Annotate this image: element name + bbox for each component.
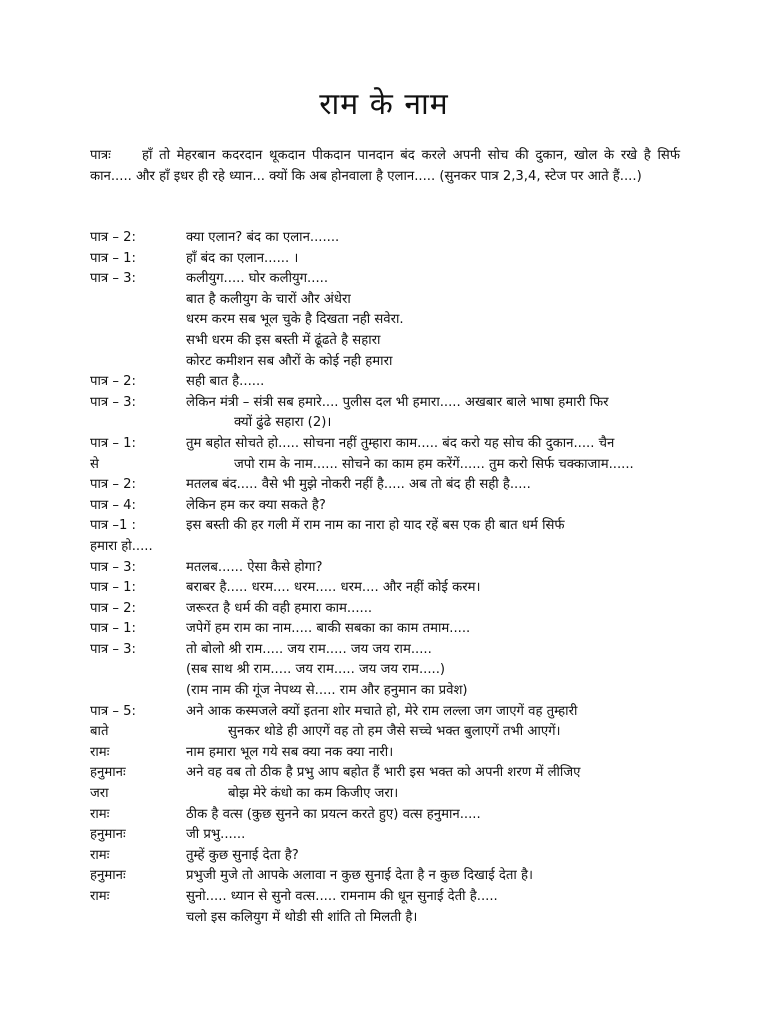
speaker-name: पात्र – 3: — [90, 271, 136, 287]
dialogue-line — [90, 413, 690, 434]
dialogue-line — [90, 372, 690, 393]
dialogue-line — [90, 578, 690, 599]
dialogue-text: मतलब...... ऐसा कैसे होगा? — [186, 559, 323, 575]
dialogue-text: नाम हमारा भूल गये सब क्या नक क्या नारी। — [186, 744, 394, 760]
dialogue-line — [90, 393, 690, 414]
dialogue-line — [90, 599, 690, 620]
dialogue-line — [90, 331, 690, 352]
dialogue-line — [90, 784, 690, 805]
speaker-name: हनुमानः — [90, 868, 126, 884]
dialogue-text: जरूरत है धर्म की वही हमारा काम...... — [186, 600, 373, 616]
dialogue-line — [90, 619, 690, 640]
dialogue-text: तुम्हें कुछ सुनाई देता है? — [186, 847, 299, 863]
dialogue-text: जपो राम के नाम...... सोचने का काम हम करेंगें...... तुम करो सिर्फ चक्काजाम...... — [234, 456, 634, 472]
dialogue-text: जपेगें हम राम का नाम..... बाकी सबका का काम तमाम..... — [186, 621, 471, 637]
speaker-name: पात्र – 4: — [90, 497, 136, 513]
dialogue-text: ठीक है वत्स (कुछ सुनने का प्रयत्न करते हुए) वत्स हनुमान..... — [186, 806, 481, 822]
dialogue-line — [90, 290, 690, 311]
dialogue-line — [90, 249, 690, 270]
dialogue-text: धरम करम सब भूल चुके है दिखता नही सवेरा. — [186, 312, 404, 328]
dialogue-text: क्यों ढुंढे सहारा (2)। — [234, 415, 332, 431]
speaker-name: पात्र – 2: — [90, 230, 136, 245]
dialogue-line — [90, 743, 690, 764]
dialogue-text: सुनकर थोडे ही आएगें वह तो हम जैसे सच्चे भक्त बुलाएगें तभी आएगें। — [228, 724, 561, 740]
speaker-name: पात्र – 3: — [90, 641, 136, 657]
speaker-name: बाते — [90, 724, 109, 740]
speaker-name: पात्र – 1: — [90, 435, 136, 451]
dialogue-line — [90, 228, 690, 249]
dialogue-text: सही बात है...... — [186, 374, 265, 390]
dialogue-line — [90, 475, 690, 496]
dialogue-text: चलो इस कलियुग में थोडी सी शांति तो मिलती है। — [186, 909, 418, 925]
intro-paragraph — [90, 146, 680, 187]
dialogue-line — [90, 660, 690, 681]
speaker-name: रामः — [90, 847, 110, 863]
dialogue-line — [90, 825, 690, 846]
speaker-name: पात्र – 2: — [90, 374, 136, 390]
speaker-name: पात्र – 1: — [90, 580, 136, 596]
dialogue-text: बोझ मेरे कंधो का कम किजीए जरा। — [228, 786, 399, 802]
speaker-name: हनुमानः — [90, 765, 126, 781]
dialogue-text: अने आक कस्मजले क्यों इतना शोर मचाते हो, मेरे राम लल्ला जग जाएगें वह तुम्हारी — [186, 703, 578, 719]
speaker-name: पात्र – 2: — [90, 600, 136, 616]
speaker-name: जरा — [90, 786, 109, 802]
dialogue-text: सुनो..... ध्यान से सुनो वत्स..... रामनाम की धून सुनाई देती है..... — [186, 889, 498, 904]
dialogue-text: बराबर है..... धरम.... धरम..... धरम.... और नहीं कोई करम। — [186, 580, 481, 596]
dialogue-line — [90, 805, 690, 826]
dialogue-line — [90, 722, 690, 743]
page-title: राम के नाम — [319, 87, 449, 122]
dialogue-line — [90, 434, 690, 455]
dialogue-text: हाँ बंद का एलान...... । — [186, 250, 299, 266]
dialogue-text: जी प्रभु...... — [186, 827, 246, 843]
speaker-name: पात्र – 5: — [90, 703, 136, 719]
dialogue-line — [90, 681, 690, 702]
dialogue-line — [90, 640, 690, 661]
speaker-name: रामः — [90, 889, 110, 904]
speaker-name: रामः — [90, 744, 110, 760]
dialogue-text: कोरट कमीशन सब औरों के कोई नही हमारा — [186, 353, 393, 369]
dialogue-text: (सब साथ श्री राम..... जय राम..... जय जय राम.....) — [186, 662, 446, 678]
dialogue-line — [90, 846, 690, 867]
dialogue-line — [90, 496, 690, 517]
dialogue-line — [90, 516, 690, 537]
dialogue-text: इस बस्ती की हर गली में राम नाम का नारा हो याद रहें बस एक ही बात धर्म सिर्फ — [186, 518, 565, 534]
dialogue-line — [90, 763, 690, 784]
dialogue-line — [90, 908, 690, 929]
intro-speaker: पात्रः — [90, 148, 111, 163]
speaker-name: पात्र – 3: — [90, 559, 136, 575]
dialogue-text: कलीयुग..... घोर कलीयुग..... — [186, 271, 329, 287]
dialogue-line — [90, 887, 690, 908]
dialogue-script — [90, 228, 690, 928]
dialogue-text: तो बोलो श्री राम..... जय राम..... जय जय राम..... — [186, 641, 432, 657]
dialogue-text: लेकिन मंत्री – संत्री सब हमारे.... पुलीस दल भी हमारा..... अखबार बाले भाषा हमारी फिर — [186, 394, 609, 410]
speaker-name: हनुमानः — [90, 827, 126, 843]
dialogue-text: (राम नाम की गूंज नेपथ्य से..... राम और हनुमान का प्रवेश) — [186, 683, 468, 699]
dialogue-text: मतलब बंद..... वैसे भी मुझे नोकरी नहीं है..... अब तो बंद ही सही है..... — [186, 477, 531, 493]
speaker-name: पात्र – 2: — [90, 477, 136, 493]
dialogue-line — [90, 537, 690, 558]
speaker-name: हमारा हो..... — [90, 538, 153, 554]
speaker-name: पात्र –1 : — [90, 518, 136, 534]
dialogue-line — [90, 702, 690, 723]
speaker-name: रामः — [90, 806, 110, 822]
dialogue-text: बात है कलीयुग के चारों और अंधेरा — [186, 291, 351, 307]
dialogue-line — [90, 269, 690, 290]
dialogue-line — [90, 352, 690, 373]
speaker-name: पात्र – 1: — [90, 250, 136, 266]
dialogue-text: प्रभुजी मुजे तो आपके अलावा न कुछ सुनाई देता है न कुछ दिखाई देता है। — [186, 868, 534, 884]
intro-text: हाँ तो मेहरबान कदरदान थूकदान पीकदान पानदान बंद करले अपनी सोच की दुकान, खोल के रखे है सिर्फ कान..... और हाँ इधर ही रहे ध्यान... क्यों कि अब होनवाला है एलान..... (सुनकर पात्र 2,3,4, स्टेज पर आते हैं....) — [90, 148, 680, 184]
dialogue-text: लेकिन हम कर क्या सकते है? — [186, 497, 326, 513]
dialogue-line — [90, 866, 690, 887]
dialogue-line — [90, 455, 690, 476]
dialogue-text: सभी धरम की इस बस्ती में ढूंढते है सहारा — [186, 332, 381, 348]
speaker-name: पात्र – 3: — [90, 394, 136, 410]
dialogue-line — [90, 558, 690, 579]
dialogue-line — [90, 310, 690, 331]
dialogue-text: क्या एलान? बंद का एलान....... — [186, 230, 340, 245]
speaker-name: से — [90, 456, 99, 472]
dialogue-text: अने वह वब तो ठीक है प्रभु आप बहोत हैं भारी इस भक्त को अपनी शरण में लीजिए — [186, 765, 581, 781]
speaker-name: पात्र – 1: — [90, 621, 136, 637]
dialogue-text: तुम बहोत सोचते हो..... सोचना नहीं तुम्हारा काम..... बंद करो यह सोच की दुकान..... चैन — [186, 435, 615, 451]
